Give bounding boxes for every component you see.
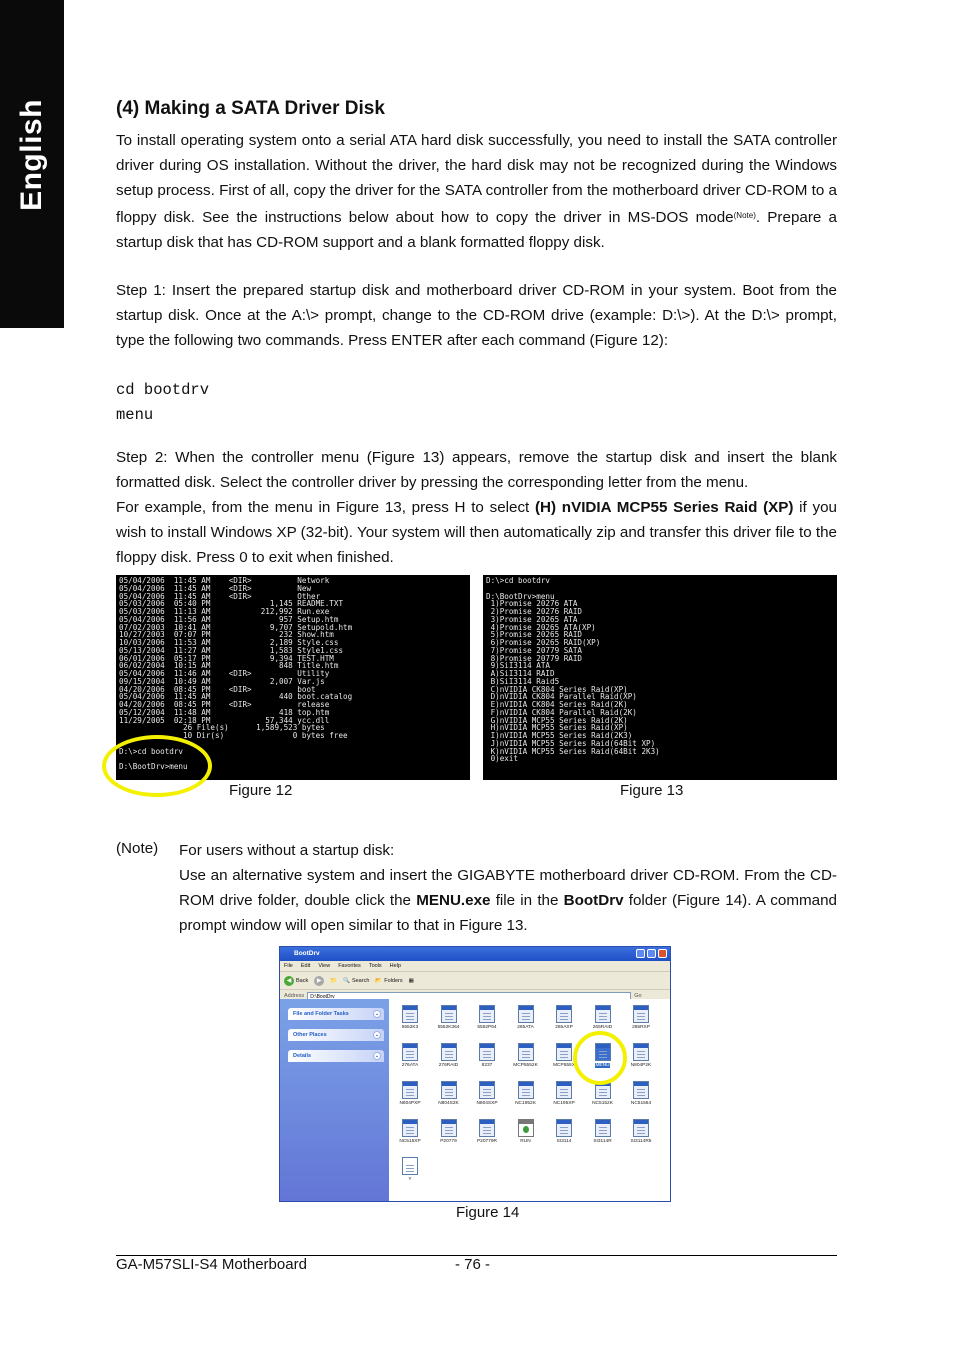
- back-button[interactable]: ◀ Back: [284, 976, 308, 986]
- up-button[interactable]: [330, 978, 337, 984]
- figure13-terminal-line: B)SiI3114 Raid5: [486, 676, 560, 686]
- figure12-terminal-line: 05/03/2006 05:40 PM 1,145 README.TXT: [119, 599, 344, 609]
- search-icon: 🔍: [343, 977, 350, 984]
- bootdrv-bold: BootDrv: [563, 892, 624, 909]
- figure12-terminal-line: 07/02/2003 10:41 AM 9,707 Setupold.htm: [119, 622, 353, 632]
- figure13-terminal-line: G)nVIDIA MCP55 Series Raid(2K): [486, 715, 628, 725]
- figure13-terminal-line: C)nVIDIA CK804 Series Raid(XP): [486, 684, 628, 694]
- menu-help[interactable]: Help: [389, 963, 401, 969]
- file-label: 5552K364: [437, 1025, 460, 1030]
- figure13-terminal-line: 4)Promise 20265 ATA(XP): [486, 622, 596, 632]
- file-label: MCP5552K: [513, 1063, 538, 1068]
- command-menu: menu: [116, 406, 154, 424]
- file-item[interactable]: [391, 1005, 429, 1030]
- step2-example-paragraph: For example, from the menu in Figure 13, press H to select (H) nVIDIA MCP55 Series Raid (XP) if you wish to install Windows XP (32-bit). Your system will then automatically zip and transfer this driver file to the floppy disk. Press 0 to exit when finished.: [116, 499, 837, 566]
- file-icon: [633, 1043, 649, 1061]
- figure12-terminal-line: 05/04/2006 11:45 AM <DIR> New: [119, 583, 312, 593]
- file-item[interactable]: [430, 1119, 468, 1144]
- file-item[interactable]: [468, 1043, 506, 1068]
- figure13-terminal-line: 6)Promise 20265 RAID(XP): [486, 638, 601, 647]
- file-label: NC515XP: [399, 1139, 421, 1144]
- file-item[interactable]: [468, 1119, 506, 1144]
- go-button[interactable]: Go: [634, 992, 642, 999]
- figure12-terminal-line: 11/29/2005 02:18 PM 57,344 ycc.dll: [119, 715, 330, 725]
- figure12-terminal-line: 06/02/2004 10:15 AM 848 Title.htm: [119, 661, 339, 671]
- file-icon: [633, 1081, 649, 1099]
- figure13-terminal-line: 1)Promise 20276 ATA: [486, 599, 578, 609]
- menu-bar: [280, 961, 670, 971]
- menu-file[interactable]: File: [284, 963, 293, 969]
- file-icon: [479, 1043, 495, 1061]
- forward-button[interactable]: [314, 976, 324, 986]
- page-number: - 76 -: [455, 1256, 491, 1273]
- chevron-down-icon: ⌄: [374, 1053, 380, 1059]
- file-item[interactable]: [430, 1043, 468, 1068]
- up-folder-icon: 📁: [330, 977, 338, 984]
- note-title: For users without a startup disk:: [179, 842, 395, 859]
- figure12-terminal-line: 26 File(s) 1,589,523 bytes: [119, 723, 325, 733]
- file-icon: [518, 1081, 534, 1099]
- file-icon: [479, 1081, 495, 1099]
- file-label: 276ATA: [401, 1063, 419, 1068]
- highlight-option: (H) nVIDIA MCP55 Series Raid (XP): [535, 499, 794, 516]
- figure12-terminal-line: 10/27/2003 07:07 PM 232 Show.htm: [119, 630, 334, 640]
- folders-button[interactable]: 📂 Folders: [375, 977, 403, 984]
- file-item[interactable]: [507, 1119, 545, 1144]
- file-item[interactable]: [507, 1081, 545, 1106]
- figure13-terminal-line: 5)Promise 20265 RAID: [486, 630, 583, 640]
- file-label: NC5152K: [592, 1101, 613, 1106]
- section-heading: (4) Making a SATA Driver Disk: [116, 98, 385, 119]
- figure13-terminal-line: J)nVIDIA MCP55 Series Raid(64Bit XP): [486, 738, 656, 748]
- file-label: NC195XP: [553, 1101, 575, 1106]
- file-item[interactable]: [391, 1081, 429, 1106]
- file-item[interactable]: [622, 1043, 660, 1068]
- figure12-terminal-line: 05/04/2006 11:45 AM <DIR> Other: [119, 591, 321, 601]
- file-icon: [479, 1005, 495, 1023]
- file-icon: [441, 1005, 457, 1023]
- file-item[interactable]: [622, 1005, 660, 1030]
- figure13-terminal-line: 2)Promise 20276 RAID: [486, 607, 583, 616]
- figure12-caption: Figure 12: [229, 782, 293, 799]
- file-item[interactable]: [507, 1043, 545, 1068]
- file-label: 5552K3: [401, 1025, 419, 1030]
- file-icon: [556, 1043, 572, 1061]
- figure13-terminal-line: 0)exit: [486, 754, 519, 764]
- file-label: NC51564: [630, 1101, 652, 1106]
- file-label: P20779R: [476, 1139, 497, 1144]
- figure12-terminal-line: D:\BootDrv>menu: [119, 762, 188, 771]
- figure12-terminal-line: 04/20/2006 08:45 PM <DIR> boot: [119, 684, 316, 694]
- file-label: N804P2K: [630, 1063, 652, 1068]
- file-item[interactable]: [584, 1119, 622, 1144]
- file-label: N804SXP: [476, 1101, 498, 1106]
- figure13-terminal-line: D:\>cd bootdrv: [486, 576, 551, 585]
- close-button[interactable]: [658, 949, 667, 958]
- task-pane: [280, 999, 389, 1201]
- panel-other-places[interactable]: Other Places ⌄: [288, 1029, 384, 1041]
- file-label: Y: [408, 1177, 412, 1182]
- file-item[interactable]: [584, 1005, 622, 1030]
- figure12-terminal-line: 05/12/2004 11:48 AM 418 top.htm: [119, 707, 330, 717]
- file-label: 265ATA: [517, 1025, 534, 1030]
- file-item[interactable]: [468, 1081, 506, 1106]
- file-icon: [556, 1005, 572, 1023]
- step2-paragraph: Step 2: When the controller menu (Figure 13) appears, remove the startup disk and insert the blank formatted disk. Select the controller driver by pressing the corresponding letter from the menu.: [116, 449, 837, 491]
- panel-details[interactable]: Details ⌄: [288, 1050, 384, 1062]
- file-item[interactable]: [391, 1043, 429, 1068]
- intro-paragraph: To install operating system onto a serial ATA hard disk successfully, you need to install the SATA controller driver during OS installation. Without the driver, the hard disk may not be recognized during the Windows setup process. First of all, copy the driver for the SATA controller from the motherboard driver CD-ROM to a floppy disk. See the instructions below about how to copy the driver in MS-DOS mode$^{(Note)}$. Prepare a startup disk that has CD-ROM support and a blank formatted floppy disk.: [116, 132, 837, 251]
- figure12-terminal-line: 05/04/2006 11:46 AM <DIR> Utility: [119, 669, 330, 678]
- file-label: 8237: [481, 1063, 493, 1068]
- figure13-terminal-line: D)nVIDIA CK804 Parallel Raid(XP): [486, 692, 637, 702]
- file-list: [389, 999, 670, 1201]
- figure12-terminal-line: D:\>cd bootdrv: [119, 746, 184, 756]
- file-icon: [441, 1081, 457, 1099]
- address-input[interactable]: D:\BootDrv: [307, 992, 631, 1000]
- figure12-terminal-line: 04/20/2006 08:45 PM <DIR> release: [119, 700, 330, 709]
- back-arrow-icon: ◀: [284, 976, 294, 986]
- figure12-terminal-line: 05/03/2006 11:13 AM 212,992 Run.exe: [119, 607, 330, 616]
- file-label: N804S2K: [438, 1101, 459, 1106]
- file-item[interactable]: [622, 1119, 660, 1144]
- figure13-terminal-line: A)SiI3114 RAID: [486, 669, 555, 678]
- figure13-terminal-line: 8)Promise 20779 RAID: [486, 653, 583, 663]
- note-paragraph: Use an alternative system and insert the GIGABYTE motherboard driver CD-ROM. From the CD-ROM drive folder, double click the MENU.exe file in the BootDrv folder (Figure 14). A command prompt window will open similar to that in Figure 13.: [179, 867, 837, 934]
- step1-paragraph: Step 1: Insert the prepared startup disk and motherboard driver CD-ROM in your system. Boot from the startup disk. Once at the A:\> prompt, change to the CD-ROM drive (example: D:\>). At the D:\> prompt, type the following two commands. Press ENTER after each command (Figure 12):: [116, 282, 837, 349]
- file-item[interactable]: [545, 1005, 583, 1030]
- file-icon: [402, 1005, 418, 1023]
- file-item[interactable]: [622, 1081, 660, 1106]
- file-icon: [402, 1119, 418, 1137]
- menu-exe-bold: MENU.exe: [416, 892, 491, 909]
- file-icon: [556, 1081, 572, 1099]
- menu-tools[interactable]: Tools: [368, 963, 382, 969]
- menu-favorites[interactable]: Favorites: [338, 963, 361, 969]
- file-label: 265AXP: [555, 1025, 573, 1030]
- file-icon: [518, 1119, 534, 1137]
- file-icon: [479, 1119, 495, 1137]
- menu-view[interactable]: View: [318, 963, 331, 969]
- maximize-button[interactable]: [647, 949, 656, 958]
- figure13-terminal-line: D:\BootDrv>menu: [486, 591, 555, 601]
- minimize-button[interactable]: [636, 949, 645, 958]
- file-item[interactable]: [545, 1081, 583, 1106]
- file-item[interactable]: [391, 1157, 429, 1182]
- chevron-down-icon: ⌄: [374, 1011, 380, 1017]
- figure13-caption: Figure 13: [620, 782, 684, 799]
- figure13-terminal: [483, 575, 837, 780]
- menu-edit[interactable]: Edit: [300, 963, 311, 969]
- views-button[interactable]: [409, 978, 414, 984]
- file-icon: [402, 1081, 418, 1099]
- file-label: 276RAID: [438, 1063, 459, 1068]
- file-icon: [402, 1157, 418, 1175]
- search-button[interactable]: 🔍 Search: [343, 977, 370, 984]
- file-label: MCP555X: [553, 1063, 575, 1068]
- file-icon: [441, 1119, 457, 1137]
- views-icon: ▦: [408, 977, 414, 984]
- file-label: 265RAID: [592, 1025, 613, 1030]
- figure12-terminal-line: 05/04/2006 11:56 AM 957 Setup.htm: [119, 614, 339, 624]
- figure13-terminal-line: 7)Promise 20779 SATA: [486, 645, 583, 655]
- file-item[interactable]: [468, 1005, 506, 1030]
- file-label: P20779: [440, 1139, 457, 1144]
- figure13-terminal-line: K)nVIDIA MCP55 Series Raid(64Bit 2K3): [486, 746, 660, 756]
- file-icon: [441, 1043, 457, 1061]
- note-label: (Note): [116, 840, 159, 857]
- figure13-terminal-line: H)nVIDIA MCP55 Series Raid(XP): [486, 723, 628, 733]
- figure12-terminal-line: 05/04/2006 11:45 AM 440 boot.catalog: [119, 692, 353, 702]
- file-item[interactable]: [545, 1119, 583, 1144]
- file-icon: [633, 1119, 649, 1137]
- highlight-circle-menu: [573, 1031, 627, 1085]
- file-label: NC1952K: [515, 1101, 536, 1106]
- figure12-terminal-line: 06/01/2006 05:17 PM 9,394 TEST.HTM: [119, 653, 334, 663]
- file-item[interactable]: [430, 1005, 468, 1030]
- figure13-terminal-line: I)nVIDIA MCP55 Series Raid(2K3): [486, 731, 633, 740]
- language-side-tab: [0, 0, 64, 328]
- file-label: SI3114R: [593, 1139, 612, 1144]
- file-icon: [595, 1119, 611, 1137]
- figure13-terminal-line: E)nVIDIA CK804 Series Raid(2K): [486, 700, 628, 709]
- window-title-bar: [280, 947, 670, 961]
- panel-file-folder-tasks[interactable]: File and Folder Tasks ⌄: [288, 1008, 384, 1020]
- file-label: SI3114R5: [630, 1139, 652, 1144]
- file-label: SI3114: [556, 1139, 572, 1144]
- chevron-down-icon: ⌄: [374, 1032, 380, 1038]
- file-item[interactable]: [430, 1081, 468, 1106]
- figure12-terminal-line: 05/13/2004 11:27 AM 1,583 Style1.css: [119, 645, 344, 655]
- file-icon: [633, 1005, 649, 1023]
- file-label: MENU: [595, 1063, 610, 1068]
- footer-model: GA-M57SLI-S4 Motherboard: [116, 1256, 307, 1273]
- file-label: N804PXP: [399, 1101, 421, 1106]
- file-label: 5552P64: [477, 1025, 497, 1030]
- figure12-terminal-line: 10 Dir(s) 0 bytes free: [119, 731, 348, 740]
- command-cd-bootdrv: cd bootdrv: [116, 381, 210, 399]
- forward-arrow-icon: ▶: [314, 976, 324, 986]
- file-icon: [595, 1005, 611, 1023]
- figure12-terminal-line: 05/04/2006 11:45 AM <DIR> Network: [119, 576, 330, 585]
- file-icon: [556, 1119, 572, 1137]
- side-tab-label: English: [15, 99, 48, 211]
- figure13-terminal-line: F)nVIDIA CK804 Parallel Raid(2K): [486, 707, 637, 717]
- note-reference: (Note): [733, 211, 756, 220]
- window-title: BootDrv: [294, 950, 320, 957]
- file-item[interactable]: [391, 1119, 429, 1144]
- file-label: 265RXP: [632, 1025, 650, 1030]
- highlight-circle-fig12: [102, 735, 212, 797]
- figure14-caption: Figure 14: [456, 1204, 520, 1221]
- toolbar: [280, 971, 670, 989]
- figure12-terminal-line: 10/03/2006 11:53 AM 2,189 Style.css: [119, 638, 339, 647]
- folders-icon: 📂: [375, 977, 383, 984]
- figure13-terminal-line: 3)Promise 20265 ATA: [486, 614, 578, 624]
- file-icon: [518, 1043, 534, 1061]
- figure12-terminal-line: 09/15/2004 10:49 AM 2,007 Var.js: [119, 676, 325, 686]
- address-label: Address: [284, 992, 305, 999]
- figure13-terminal-line: 9)SiI3114 ATA: [486, 661, 551, 671]
- file-item[interactable]: [507, 1005, 545, 1030]
- file-label: RUN: [520, 1139, 531, 1144]
- file-icon: [402, 1043, 418, 1061]
- file-icon: [518, 1005, 534, 1023]
